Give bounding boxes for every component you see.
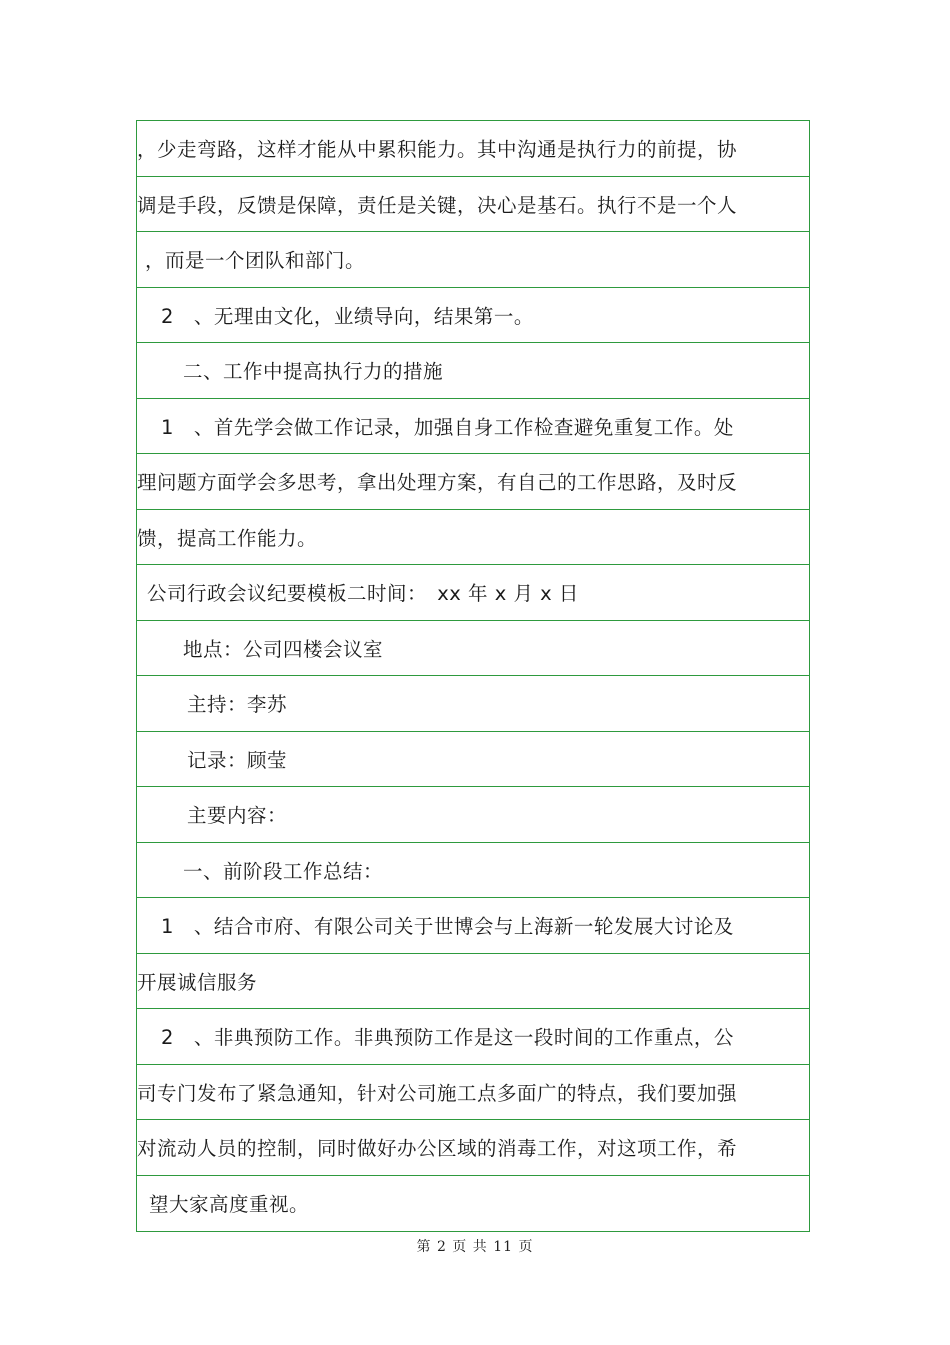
document-line <box>137 954 809 1010</box>
line-text: ，而是一个团队和部门。 <box>145 249 366 273</box>
document-line <box>137 843 809 899</box>
document-line <box>137 121 809 177</box>
document-line <box>137 732 809 788</box>
line-text: 调是手段，反馈是保障，责任是关键，决心是基石。执行不是一个人 <box>137 193 738 217</box>
document-line <box>137 399 809 455</box>
document-line <box>137 676 809 732</box>
line-text: 开展诚信服务 <box>137 970 258 994</box>
document-line <box>137 1065 809 1121</box>
line-text: ，少走弯路，这样才能从中累积能力。其中沟通是执行力的前提，协 <box>137 138 738 162</box>
line-text: 馈，提高工作能力。 <box>137 526 318 550</box>
document-line <box>137 232 809 288</box>
line-text: 望大家高度重视。 <box>149 1193 310 1217</box>
document-line <box>137 510 809 566</box>
line-text: 对流动人员的控制，同时做好办公区域的消毒工作，对这项工作，希 <box>137 1137 738 1161</box>
document-line <box>137 621 809 677</box>
page-number-footer: 第 2 页 共 11 页 <box>416 1239 534 1255</box>
line-text: 一、前阶段工作总结： <box>183 859 384 883</box>
line-text: 记录：顾莹 <box>187 748 288 772</box>
line-text: 2 、无理由文化，业绩导向，结果第一。 <box>161 304 534 328</box>
line-text: 1 、结合市府、有限公司关于世博会与上海新一轮发展大讨论及 <box>161 915 734 939</box>
line-text: 2 、非典预防工作。非典预防工作是这一段时间的工作重点，公 <box>161 1026 734 1050</box>
document-line <box>137 177 809 233</box>
document-line <box>137 787 809 843</box>
document-line <box>137 1176 809 1232</box>
line-text: 主持：李苏 <box>187 693 288 717</box>
document-line <box>137 1009 809 1065</box>
line-text: 理问题方面学会多思考，拿出处理方案，有自己的工作思路，及时反 <box>137 471 738 495</box>
line-text: 二、工作中提高执行力的措施 <box>183 360 444 384</box>
line-text: 公司行政会议纪要模板二时间： xx 年 x 月 x 日 <box>147 582 579 606</box>
line-text: 1 、首先学会做工作记录，加强自身工作检查避免重复工作。处 <box>161 415 734 439</box>
document-line <box>137 1120 809 1176</box>
document-line <box>137 898 809 954</box>
line-text: 司专门发布了紧急通知，针对公司施工点多面广的特点，我们要加强 <box>137 1081 738 1105</box>
document-line <box>137 288 809 344</box>
document-body <box>136 120 810 1232</box>
line-text: 主要内容： <box>187 804 288 828</box>
document-line <box>137 454 809 510</box>
line-text: 地点：公司四楼会议室 <box>183 637 384 661</box>
document-line <box>137 343 809 399</box>
document-line <box>137 565 809 621</box>
